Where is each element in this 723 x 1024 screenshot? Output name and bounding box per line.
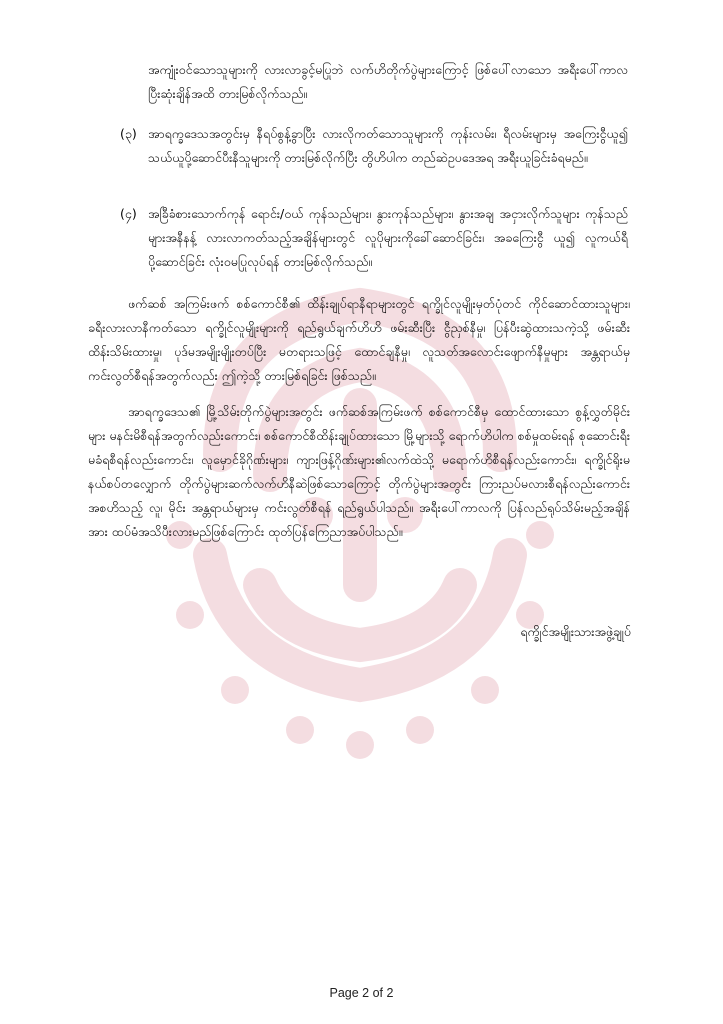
body-paragraph-2: အာရက္ခဒေသ၏ မြို့သိမ်းတိုက်ပွဲများအတွင်း ဖက်ဆစ်အကြမ်းဖက် စစ်ကောင်စီမှ ထောင်ထားသော စွန့်လွှတ်မိုင်းများ မနင်းမိစီရန်အတွက်လည်းကောင်း၊ စစ်ကောင်စီထိန်းချုပ်ထားသော မြို့များသို့ ရောက်ဟိပါက စစ်မှုထမ်းရန် စုဆောင်းရီးမခံရစီရန်လည်းကောင်း၊ လူမှောင်ခိုဂိုဏ်းများ၊ ကျားဖြန့်ဂိုဏ်းများ၏လက်ထဲသို့ မရောက်ဟိစီရန်လည်းကောင်း၊ ရက္ခိုင်ရိုးမနယ်စပ်တလျှောက် တိုက်ပွဲများဆက်လက်ဟိနီဆဲဖြစ်သောကြောင့် တိုက်ပွဲများအတွင်း ကြားညပ်မလားစီရန်လည်းကောင်း အစဟိသည့် လူ၊ မိုင်း အန္တရာယ်များမှ ကင်းလွတ်စီရန် ရည်ရွယ်ပါသည်။ အရီးပေါ်ကာလကို ပြန်လည်ရုပ်သိမ်းမည့်အချိန်အား ထပ်မံအသိပီးလားမည်ဖြစ်ကြောင်း ထုတ်ပြန်ကြေညာအပ်ပါသည်။ <box>88 404 630 539</box>
list-item-number-3: (၃) <box>120 126 137 141</box>
signature-organization: ရက္ခိုင်အမျိုးသားအဖွဲ့ချုပ် <box>520 624 631 639</box>
list-item-4-text: အခြီခံစားသောက်ကုန် ရောင်း/ဝယ် ကုန်သည်များ၊ နွားကုန်သည်များ၊ နွားအချ အငှားလိုက်သူများ ကုန်သည်များအနီနန့် လားလာကတ်သည့်အချိန်များတွင် လူပိုများကိုခေါ်ဆောင်ခြင်း၊ အခကြေးငွီ ယူ၍ လူကယ်ရီပို့ဆောင်ခြင်း လုံးဝမပြုလုပ်ရန် တားမြစ်လိုက်သည်။ <box>148 206 628 269</box>
body-paragraph-1: ဖက်ဆစ် အကြမ်းဖက် စစ်ကောင်စီ၏ ထိန်းချုပ်ရာနီရာများတွင် ရက္ခိုင်လူမျိုးမှတ်ပုံတင် ကိုင်ဆောင်ထားသူများ၊ ခရီးလားလာနီကတ်သော ရက္ခိုင်လူမျိုးများကို ရည်ရွယ်ချက်ဟိဟိ ဖမ်းဆီးပြီး ငွီညှစ်နီမှု၊ ပြန်ပီးဆွဲထားသကဲ့သို့ ဖမ်းဆီးထိန်းသိမ်းထားမှု၊ ပုဒ်မအမျိုးမျိုးတပ်ပြီး မတရားသဖြင့် ထောင်ချနီမှု၊ လူသတ်အလောင်းဖျောက်နီမှုများ အန္တရာယ်မှ ကင်းလွတ်စီရန်အတွက်လည်း ဤကဲ့သို့ တားမြစ်ရခြင်း ဖြစ်သည်။ <box>88 296 630 383</box>
continuation-paragraph: အကျုံးဝင်သောသူများကို လားလာခွင့်မပြုဘဲ လက်ဟိတိုက်ပွဲများကြောင့် ဖြစ်ပေါ်လာသော အရီးပေါ်ကာလပြီးဆုံးချိန်အထိ တားမြစ်လိုက်သည်။ <box>148 62 628 101</box>
page-number-footer: Page 2 of 2 <box>329 986 394 1000</box>
list-item-3-text: အာရက္ခဒေသအတွင်းမှ နီရပ်စွန့်ခွာပြီး လားလိုကတ်သောသူများကို ကုန်းလမ်း၊ ရီလမ်းများမှ အကြေးငွီယူ၍ သယ်ယူပို့ဆောင်ပီးနီသူများကို တားမြစ်လိုက်ပြီး တွိဟိပါက တည်ဆဲဥပဒေအရ အရီးယူခြင်းခံရမည်။ <box>148 126 628 165</box>
list-item-number-4: (၄) <box>120 206 137 221</box>
